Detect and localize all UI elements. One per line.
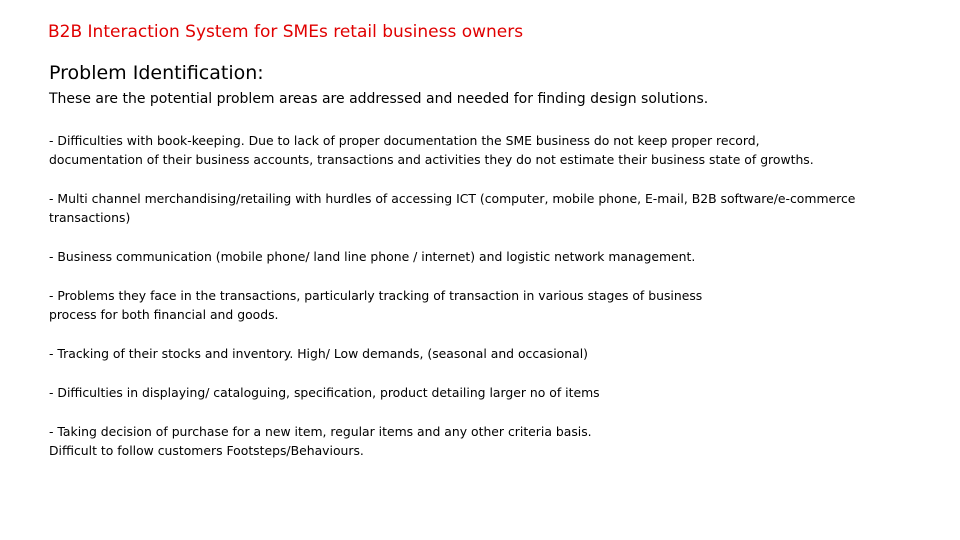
problem-item-line: Difficult to follow customers Footsteps/Behaviours. (49, 443, 364, 458)
problem-item (49, 247, 929, 266)
intro-text: These are the potential problem areas are addressed and needed for finding design solutions. (49, 91, 709, 107)
problem-list (49, 131, 929, 480)
problem-item (49, 286, 929, 324)
problem-item-line: - Taking decision of purchase for a new item, regular items and any other criteria basis. (49, 424, 592, 439)
problem-item (49, 383, 929, 402)
problem-item-line: - Tracking of their stocks and inventory. High/ Low demands, (seasonal and occasional) (49, 346, 588, 361)
problem-item (49, 131, 929, 169)
section-heading: Problem Identification: (49, 62, 264, 84)
problem-item-line: - Multi channel merchandising/retailing with hurdles of accessing ICT (computer, mobile phone, E-mail, B2B software/e-commerce (49, 191, 856, 206)
slide-title: B2B Interaction System for SMEs retail business owners (48, 22, 524, 42)
problem-item-line: - Problems they face in the transactions, particularly tracking of transaction in various stages of business (49, 288, 703, 303)
problem-item (49, 189, 929, 227)
problem-item-line: - Difficulties with book-keeping. Due to lack of proper documentation the SME business do not keep proper record, (49, 133, 760, 148)
problem-item-line: - Business communication (mobile phone/ land line phone / internet) and logistic network management. (49, 249, 696, 264)
problem-item (49, 422, 929, 460)
problem-item (49, 344, 929, 363)
problem-item-line: transactions) (49, 210, 131, 225)
problem-item-line: - Difficulties in displaying/ cataloguing, specification, product detailing larger no of items (49, 385, 600, 400)
problem-item-line: documentation of their business accounts, transactions and activities they do not estimate their business state of growths. (49, 152, 814, 167)
problem-item-line: process for both financial and goods. (49, 307, 279, 322)
